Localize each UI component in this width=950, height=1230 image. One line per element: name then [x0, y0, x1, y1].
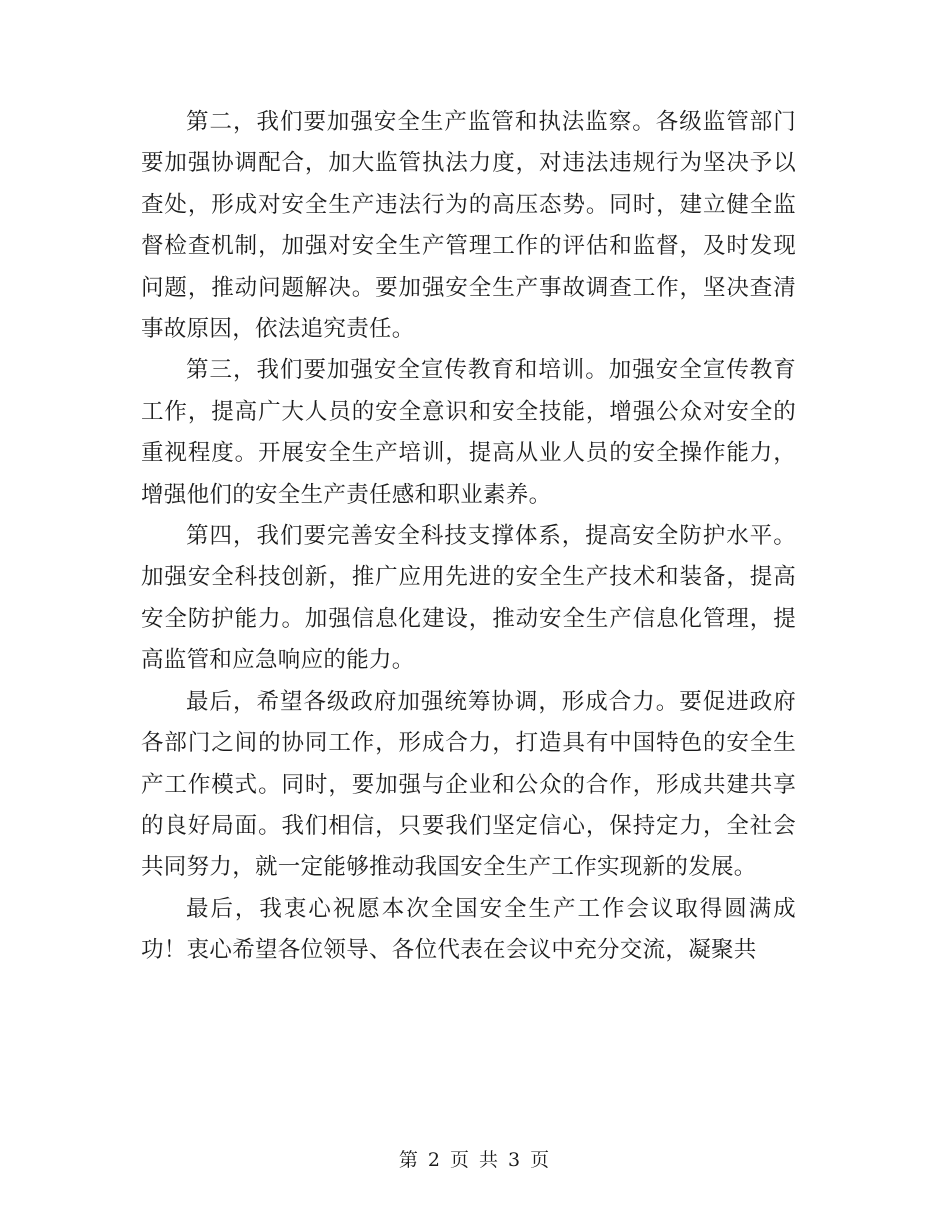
document-body	[141, 102, 796, 972]
paragraph-fourth-technology: 第四，我们要完善安全科技支撑体系，提高安全防护水平。加强安全科技创新，推广应用先进的安全生产技术和装备，提高安全防护能力。加强信息化建设，推动安全生产信息化管理，提高监管和应急响应的能力。	[141, 523, 796, 674]
paragraph-second-supervision: 第二，我们要加强安全生产监管和执法监察。各级监管部门要加强协调配合，加大监管执法力度，对违法违规行为坚决予以查处，形成对安全生产违法行为的高压态势。同时，建立健全监督检查机制，加强对安全生产管理工作的评估和监督，及时发现问题，推动问题解决。要加强安全生产事故调查工作，坚决查清事故原因，依法追究责任。	[141, 109, 796, 343]
paragraph-coordination: 最后，希望各级政府加强统筹协调，形成合力。要促进政府各部门之间的协同工作，形成合力，打造具有中国特色的安全生产工作模式。同时，要加强与企业和公众的合作，形成共建共享的良好局面。我们相信，只要我们坚定信心，保持定力，全社会共同努力，就一定能够推动我国安全生产工作实现新的发展。	[141, 688, 796, 881]
page-number-footer: 第 2 页 共 3 页	[398, 1149, 552, 1171]
paragraph-closing-wishes: 最后，我衷心祝愿本次全国安全生产工作会议取得圆满成功！衷心希望各位领导、各位代表在会议中充分交流，凝聚共	[141, 895, 796, 964]
paragraph-third-education: 第三，我们要加强安全宣传教育和培训。加强安全宣传教育工作，提高广大人员的安全意识和安全技能，增强公众对安全的重视程度。开展安全生产培训，提高从业人员的安全操作能力，增强他们的安全生产责任感和职业素养。	[141, 357, 796, 508]
